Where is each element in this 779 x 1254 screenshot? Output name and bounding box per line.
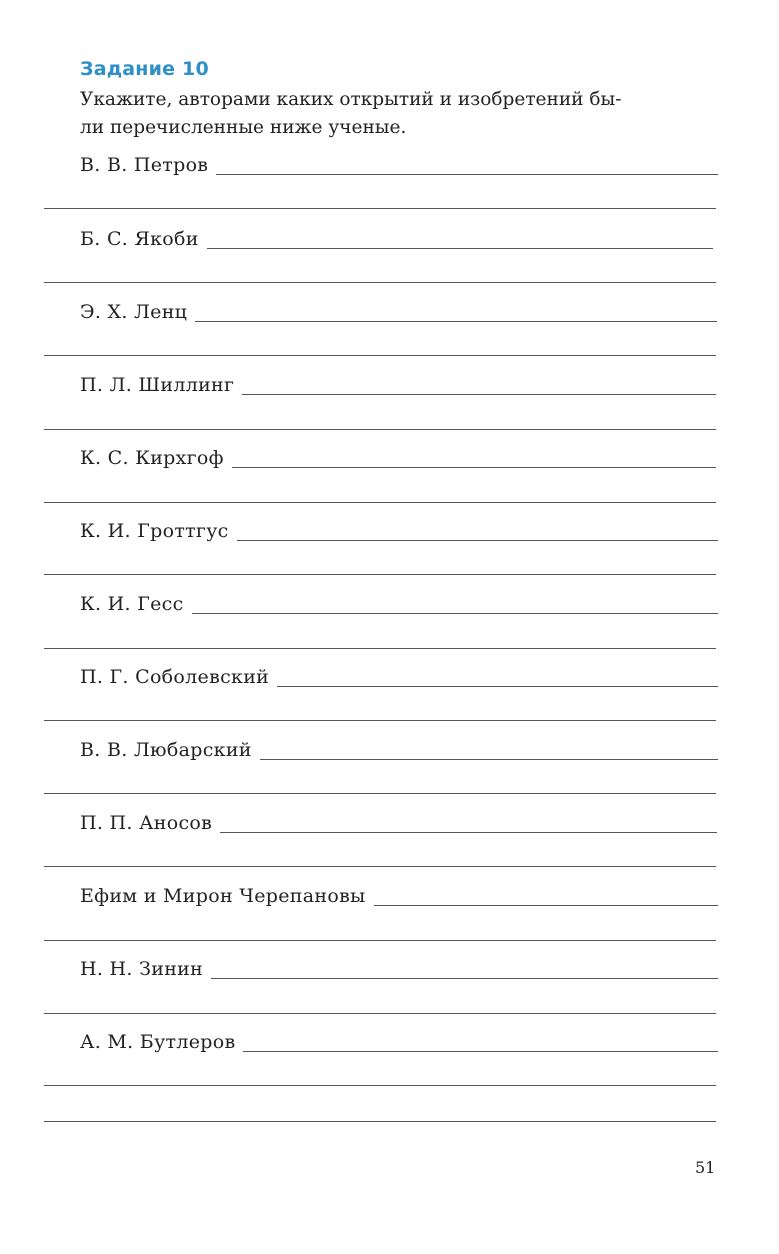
- answer-line[interactable]: [44, 1121, 716, 1122]
- answer-blank[interactable]: [220, 810, 717, 833]
- answer-line[interactable]: [44, 429, 716, 430]
- answer-line[interactable]: [44, 793, 716, 794]
- answer-line[interactable]: [44, 502, 716, 503]
- answer-line[interactable]: [44, 282, 716, 283]
- answer-line[interactable]: [44, 648, 716, 649]
- scientist-row: [80, 514, 718, 544]
- answer-blank[interactable]: [237, 518, 718, 541]
- scientist-name: Б. С. Якоби: [80, 228, 199, 250]
- scientist-row: [80, 806, 717, 836]
- answer-line[interactable]: [44, 355, 716, 356]
- answer-blank[interactable]: [216, 152, 718, 175]
- scientist-row: [80, 1025, 718, 1055]
- instruction-line: Укажите, авторами каких открытий и изобретений бы-: [80, 89, 622, 110]
- scientist-name: В. В. Петров: [80, 154, 209, 176]
- task-title: Задание 10: [80, 58, 209, 80]
- answer-blank[interactable]: [232, 445, 716, 468]
- scientist-name: П. П. Аносов: [80, 812, 213, 834]
- scientist-row: [80, 879, 718, 909]
- answer-line[interactable]: [44, 574, 716, 575]
- scientist-row: [80, 587, 718, 617]
- scientist-name: П. Г. Соболевский: [80, 666, 270, 688]
- answer-blank[interactable]: [374, 883, 719, 906]
- answer-blank[interactable]: [211, 956, 718, 979]
- answer-blank[interactable]: [192, 591, 718, 614]
- scientist-name: А. М. Бутлеров: [80, 1031, 236, 1053]
- answer-blank[interactable]: [242, 372, 716, 395]
- page-number: 51: [695, 1158, 716, 1177]
- scientist-name: К. С. Кирхгоф: [80, 447, 224, 469]
- scientist-row: [80, 441, 716, 471]
- scientist-row: [80, 368, 716, 398]
- answer-blank[interactable]: [207, 226, 713, 249]
- instruction-line: ли перечисленные ниже ученые.: [80, 117, 407, 138]
- scientist-name: К. И. Гроттгус: [80, 520, 229, 542]
- answer-blank[interactable]: [260, 737, 718, 760]
- answer-line[interactable]: [44, 1013, 716, 1014]
- task-instruction: [80, 86, 720, 142]
- scientist-name: Н. Н. Зинин: [80, 958, 204, 980]
- scientist-name: Э. Х. Ленц: [80, 301, 188, 323]
- scientist-row: [80, 952, 718, 982]
- scientist-name: Ефим и Мирон Черепановы: [80, 885, 366, 907]
- answer-line[interactable]: [44, 720, 716, 721]
- scientist-row: [80, 148, 718, 178]
- answer-blank[interactable]: [195, 299, 717, 322]
- scientist-name: П. Л. Шиллинг: [80, 374, 235, 396]
- answer-line[interactable]: [44, 866, 716, 867]
- answer-line[interactable]: [44, 940, 716, 941]
- scientist-name: В. В. Любарский: [80, 739, 252, 761]
- answer-line[interactable]: [44, 208, 716, 209]
- scientist-row: [80, 222, 713, 252]
- answer-line[interactable]: [44, 1085, 716, 1086]
- answer-blank[interactable]: [243, 1029, 718, 1052]
- scientist-name: К. И. Гесс: [80, 593, 184, 615]
- scientist-row: [80, 660, 718, 690]
- scientist-row: [80, 733, 718, 763]
- scientist-row: [80, 295, 717, 325]
- answer-blank[interactable]: [277, 664, 718, 687]
